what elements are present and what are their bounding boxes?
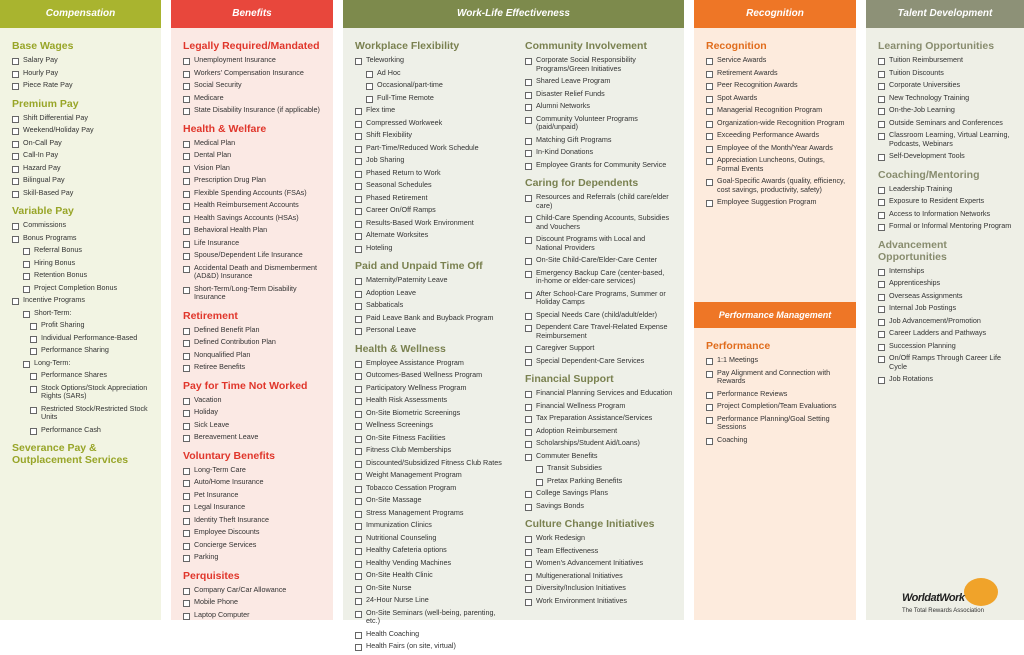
list-item: New Technology Training bbox=[878, 94, 1014, 103]
list-item: On-Call Pay bbox=[12, 139, 151, 148]
list-item: Dental Plan bbox=[183, 151, 323, 160]
section-title: Caring for Dependents bbox=[525, 177, 639, 189]
list-item: Tax Preparation Assistance/Services bbox=[525, 414, 673, 423]
list-item: Mobile Phone bbox=[183, 598, 323, 607]
list-item: Resources and Referrals (child care/elder care) bbox=[525, 193, 673, 210]
list-item: Exceeding Performance Awards bbox=[706, 131, 846, 140]
list-item: Formal or Informal Mentoring Program bbox=[878, 222, 1014, 231]
list-item: On-Site Child-Care/Elder-Care Center bbox=[525, 256, 673, 265]
list-item: On/Off Ramps Through Career Life Cycle bbox=[878, 354, 1014, 371]
list-item: Personal Leave bbox=[355, 326, 503, 335]
section-list bbox=[525, 193, 673, 365]
list-item: Stress Management Programs bbox=[355, 509, 503, 518]
list-item: Fitness Club Memberships bbox=[355, 446, 503, 455]
list-item: Restricted Stock/Restricted Stock Units bbox=[30, 405, 151, 422]
list-item: Transit Subsidies bbox=[536, 464, 673, 473]
list-item: Medical Plan bbox=[183, 139, 323, 148]
section-list bbox=[706, 56, 846, 207]
list-item: College Savings Plans bbox=[525, 489, 673, 498]
list-item: Shift Differential Pay bbox=[12, 114, 151, 123]
list-item: Team Effectiveness bbox=[525, 547, 673, 556]
list-item: Skill-Based Pay bbox=[12, 189, 151, 198]
section-title: Legally Required/Mandated bbox=[183, 40, 320, 52]
list-item: On-Site Fitness Facilities bbox=[355, 434, 503, 443]
list-item: Outside Seminars and Conferences bbox=[878, 119, 1014, 128]
section-title: Perquisites bbox=[183, 569, 240, 582]
list-item: Exposure to Resident Experts bbox=[878, 197, 1014, 206]
list-item: Participatory Wellness Program bbox=[355, 384, 503, 393]
list-item: Performance Shares bbox=[30, 371, 151, 380]
list-item: Defined Benefit Plan bbox=[183, 326, 323, 335]
list-item: Healthy Cafeteria options bbox=[355, 546, 503, 555]
section-list bbox=[12, 114, 151, 198]
list-item: Adoption Leave bbox=[355, 289, 503, 298]
list-item: Service Awards bbox=[706, 56, 846, 65]
list-item: Part-Time/Reduced Work Schedule bbox=[355, 144, 503, 153]
recognition-body bbox=[694, 28, 856, 207]
section-list bbox=[878, 56, 1014, 161]
list-item: Special Dependent-Care Services bbox=[525, 357, 673, 366]
list-item: Tuition Discounts bbox=[878, 69, 1014, 78]
list-item: Paid Leave Bank and Buyback Program bbox=[355, 314, 503, 323]
list-item: Financial Planning Services and Education bbox=[525, 389, 673, 398]
section-title: Premium Pay bbox=[12, 97, 79, 110]
list-item: Ad Hoc bbox=[366, 69, 503, 78]
section-list bbox=[183, 56, 323, 115]
list-item: Maternity/Paternity Leave bbox=[355, 276, 503, 285]
list-item: Pay Alignment and Connection with Rewards bbox=[706, 369, 846, 386]
section-title: Coaching/Mentoring bbox=[878, 168, 980, 181]
section-title: Performance bbox=[706, 340, 771, 352]
list-item: Scholarships/Student Aid/Loans) bbox=[525, 439, 673, 448]
list-item: Employee of the Month/Year Awards bbox=[706, 144, 846, 153]
list-item: Special Needs Care (child/adult/elder) bbox=[525, 311, 673, 320]
list-item: Retiree Benefits bbox=[183, 363, 323, 372]
list-item: Call-In Pay bbox=[12, 151, 151, 160]
list-item: Employee Suggestion Program bbox=[706, 198, 846, 207]
list-item: Performance Reviews bbox=[706, 390, 846, 399]
list-item: Company Car/Car Allowance bbox=[183, 586, 323, 595]
talent-column bbox=[866, 0, 1024, 620]
list-item: Multigenerational Initiatives bbox=[525, 572, 673, 581]
section-list bbox=[525, 56, 673, 169]
list-item: Alumni Networks bbox=[525, 102, 673, 111]
list-item: Pet Insurance bbox=[183, 491, 323, 500]
list-item: Corporate Social Responsibility Programs/Green Initiatives bbox=[525, 56, 673, 73]
list-item: Hourly Pay bbox=[12, 69, 151, 78]
section-list bbox=[706, 356, 846, 444]
list-item: Short-Term: bbox=[23, 309, 151, 318]
list-item: Compressed Workweek bbox=[355, 119, 503, 128]
list-item: Job Advancement/Promotion bbox=[878, 317, 1014, 326]
list-item: Emergency Backup Care (center-based, in-home or elder-care services) bbox=[525, 269, 673, 286]
section-list bbox=[525, 534, 673, 605]
section-title: Community Involvement bbox=[525, 40, 647, 52]
section-title: Advancement Opportunities bbox=[878, 238, 947, 263]
section-list bbox=[878, 185, 1014, 231]
compensation-header: Compensation bbox=[0, 0, 161, 28]
list-item: Goal-Specific Awards (quality, efficiency, cost savings, productivity, safety) bbox=[706, 177, 846, 194]
list-item: Accidental Death and Dismemberment (AD&D) Insurance bbox=[183, 264, 323, 281]
list-item: Employee Grants for Community Service bbox=[525, 161, 673, 170]
list-item: Diversity/Inclusion Initiatives bbox=[525, 584, 673, 593]
section-list bbox=[183, 466, 323, 562]
list-item: Shift Flexibility bbox=[355, 131, 503, 140]
list-item: After School-Care Programs, Summer or Holiday Camps bbox=[525, 290, 673, 307]
list-item: Weekend/Holiday Pay bbox=[12, 126, 151, 135]
list-item: Corporate Universities bbox=[878, 81, 1014, 90]
section-title: Financial Support bbox=[525, 373, 614, 385]
list-item: Health Reimbursement Accounts bbox=[183, 201, 323, 210]
list-item: Financial Wellness Program bbox=[525, 402, 673, 411]
list-item: Outcomes-Based Wellness Program bbox=[355, 371, 503, 380]
list-item: Wellness Screenings bbox=[355, 421, 503, 430]
list-item: Workers' Compensation Insurance bbox=[183, 69, 323, 78]
list-item: Flexible Spending Accounts (FSAs) bbox=[183, 189, 323, 198]
list-item: On-Site Nurse bbox=[355, 584, 503, 593]
list-item: Holiday bbox=[183, 408, 323, 417]
list-item: Hoteling bbox=[355, 244, 503, 253]
worklife-header: Work-Life Effectiveness bbox=[343, 0, 684, 28]
list-item: On-Site Health Clinic bbox=[355, 571, 503, 580]
section-list bbox=[183, 139, 323, 302]
list-item: Legal Insurance bbox=[183, 503, 323, 512]
section-title: Voluntary Benefits bbox=[183, 449, 275, 462]
section-list bbox=[355, 276, 503, 335]
list-item: Apprenticeships bbox=[878, 279, 1014, 288]
list-item: Disaster Relief Funds bbox=[525, 90, 673, 99]
list-item: Spouse/Dependent Life Insurance bbox=[183, 251, 323, 260]
list-item: Health Coaching bbox=[355, 630, 503, 639]
list-item: Job Sharing bbox=[355, 156, 503, 165]
list-item: Classroom Learning, Virtual Learning, Podcasts, Webinars bbox=[878, 131, 1014, 148]
list-item: Short-Term/Long-Term Disability Insurance bbox=[183, 285, 323, 302]
list-item: Work Environment Initiatives bbox=[525, 597, 673, 606]
list-item: On-Site Biometric Screenings bbox=[355, 409, 503, 418]
list-item: Organization-wide Recognition Program bbox=[706, 119, 846, 128]
list-item: Spot Awards bbox=[706, 94, 846, 103]
list-item: Parking bbox=[183, 553, 323, 562]
list-item: Results-Based Work Environment bbox=[355, 219, 503, 228]
talent-body bbox=[866, 28, 1024, 384]
list-item: Profit Sharing bbox=[30, 321, 151, 330]
list-item: Sabbaticals bbox=[355, 301, 503, 310]
list-item: Women's Advancement Initiatives bbox=[525, 559, 673, 568]
list-item: Occasional/part-time bbox=[366, 81, 503, 90]
list-item: Defined Contribution Plan bbox=[183, 338, 323, 347]
list-item: Tobacco Cessation Program bbox=[355, 484, 503, 493]
list-item: Bilingual Pay bbox=[12, 176, 151, 185]
list-item: Phased Retirement bbox=[355, 194, 503, 203]
section-list bbox=[525, 389, 673, 510]
list-item: Bonus Programs bbox=[12, 234, 151, 243]
list-item: Long-Term Care bbox=[183, 466, 323, 475]
section-title: Pay for Time Not Worked bbox=[183, 379, 308, 392]
list-item: Piece Rate Pay bbox=[12, 81, 151, 90]
list-item: On-Site Seminars (well-being, parenting, etc.) bbox=[355, 609, 503, 626]
list-item: Adoption Reimbursement bbox=[525, 427, 673, 436]
list-item: 1:1 Meetings bbox=[706, 356, 846, 365]
list-item: Unemployment Insurance bbox=[183, 56, 323, 65]
list-item: Vacation bbox=[183, 396, 323, 405]
list-item: Community Volunteer Programs (paid/unpaid) bbox=[525, 115, 673, 132]
list-item: In-Kind Donations bbox=[525, 148, 673, 157]
list-item: Seasonal Schedules bbox=[355, 181, 503, 190]
list-item: Performance Planning/Goal Setting Sessions bbox=[706, 415, 846, 432]
section-title: Recognition bbox=[706, 40, 767, 52]
list-item: Behavioral Health Plan bbox=[183, 226, 323, 235]
worklife-column bbox=[343, 0, 684, 650]
list-item: Employee Discounts bbox=[183, 528, 323, 537]
section-title: Severance Pay & Outplacement Services bbox=[12, 442, 129, 466]
list-item: Shared Leave Program bbox=[525, 77, 673, 86]
section-list bbox=[12, 56, 151, 90]
section-list bbox=[355, 56, 503, 252]
list-item: Tuition Reimbursement bbox=[878, 56, 1014, 65]
section-title: Paid and Unpaid Time Off bbox=[355, 260, 483, 272]
list-item: Stock Options/Stock Appreciation Rights (SARs) bbox=[30, 384, 151, 401]
list-item: Dependent Care Travel-Related Expense Reimbursement bbox=[525, 323, 673, 340]
list-item: Hazard Pay bbox=[12, 164, 151, 173]
list-item: Phased Return to Work bbox=[355, 169, 503, 178]
list-item: Leadership Training bbox=[878, 185, 1014, 194]
list-item: Nonqualified Plan bbox=[183, 351, 323, 360]
section-list bbox=[12, 221, 151, 434]
performance-body bbox=[694, 328, 856, 448]
logo-tagline: The Total Rewards Association bbox=[902, 608, 984, 614]
list-item: Commissions bbox=[12, 221, 151, 230]
section-list bbox=[183, 396, 323, 442]
list-item: Coaching bbox=[706, 436, 846, 445]
list-item: Overseas Assignments bbox=[878, 292, 1014, 301]
list-item: Prescription Drug Plan bbox=[183, 176, 323, 185]
list-item: Commuter Benefits bbox=[525, 452, 673, 461]
list-item: Peer Recognition Awards bbox=[706, 81, 846, 90]
list-item: Alternate Worksites bbox=[355, 231, 503, 240]
list-item: Discount Programs with Local and National Providers bbox=[525, 235, 673, 252]
list-item: Bereavement Leave bbox=[183, 433, 323, 442]
logo-mark-icon bbox=[964, 578, 998, 606]
list-item: Identity Theft Insurance bbox=[183, 516, 323, 525]
section-title: Culture Change Initiatives bbox=[525, 518, 655, 530]
recognition-column bbox=[694, 0, 856, 620]
list-item: Project Completion/Team Evaluations bbox=[706, 402, 846, 411]
benefits-column bbox=[171, 0, 333, 620]
list-item: Internships bbox=[878, 267, 1014, 276]
list-item: Career Ladders and Pathways bbox=[878, 329, 1014, 338]
worldatwork-logo bbox=[902, 578, 1012, 618]
section-title: Learning Opportunities bbox=[878, 40, 995, 52]
list-item: 24-Hour Nurse Line bbox=[355, 596, 503, 605]
list-item: Teleworking bbox=[355, 56, 503, 65]
section-list bbox=[183, 586, 323, 620]
section-title: Retirement bbox=[183, 309, 238, 322]
section-title: Variable Pay bbox=[12, 205, 74, 217]
list-item: Project Completion Bonus bbox=[23, 284, 151, 293]
list-item: Managerial Recognition Program bbox=[706, 106, 846, 115]
list-item: Succession Planning bbox=[878, 342, 1014, 351]
list-item: Full-Time Remote bbox=[366, 94, 503, 103]
list-item: Performance Sharing bbox=[30, 346, 151, 355]
list-item: Pretax Parking Benefits bbox=[536, 477, 673, 486]
list-item: Matching Gift Programs bbox=[525, 136, 673, 145]
recognition-header: Recognition bbox=[694, 0, 856, 28]
list-item: Job Rotations bbox=[878, 375, 1014, 384]
list-item: Hiring Bonus bbox=[23, 259, 151, 268]
list-item: Health Savings Accounts (HSAs) bbox=[183, 214, 323, 223]
list-item: Self-Development Tools bbox=[878, 152, 1014, 161]
list-item: Retirement Awards bbox=[706, 69, 846, 78]
compensation-column bbox=[0, 0, 161, 620]
list-item: Healthy Vending Machines bbox=[355, 559, 503, 568]
list-item: Immunization Clinics bbox=[355, 521, 503, 530]
list-item: Health Fairs (on site, virtual) bbox=[355, 642, 503, 651]
list-item: Appreciation Luncheons, Outings, Formal Events bbox=[706, 156, 846, 173]
list-item: On-the-Job Learning bbox=[878, 106, 1014, 115]
list-item: Performance Cash bbox=[30, 426, 151, 435]
list-item: Sick Leave bbox=[183, 421, 323, 430]
list-item: Retention Bonus bbox=[23, 271, 151, 280]
list-item: Health Risk Assessments bbox=[355, 396, 503, 405]
section-title: Workplace Flexibility bbox=[355, 40, 460, 52]
section-list bbox=[355, 359, 503, 651]
section-list bbox=[183, 326, 323, 372]
list-item: Vision Plan bbox=[183, 164, 323, 173]
list-item: Medicare bbox=[183, 94, 323, 103]
list-item: Life Insurance bbox=[183, 239, 323, 248]
list-item: Caregiver Support bbox=[525, 344, 673, 353]
list-item: On-Site Massage bbox=[355, 496, 503, 505]
section-list bbox=[878, 267, 1014, 384]
list-item: Auto/Home Insurance bbox=[183, 478, 323, 487]
list-item: Referral Bonus bbox=[23, 246, 151, 255]
logo-name: WorldatWork bbox=[902, 592, 965, 604]
section-title: Health & Welfare bbox=[183, 122, 267, 135]
list-item: Discounted/Subsidized Fitness Club Rates bbox=[355, 459, 503, 468]
benefits-header: Benefits bbox=[171, 0, 333, 28]
section-title: Health & Wellness bbox=[355, 342, 446, 355]
list-item: Savings Bonds bbox=[525, 502, 673, 511]
list-item: Long-Term: bbox=[23, 359, 151, 368]
list-item: Salary Pay bbox=[12, 56, 151, 65]
list-item: Individual Performance-Based bbox=[30, 334, 151, 343]
talent-header: Talent Development bbox=[866, 0, 1024, 28]
list-item: Child-Care Spending Accounts, Subsidies and Vouchers bbox=[525, 214, 673, 231]
list-item: Social Security bbox=[183, 81, 323, 90]
list-item: Incentive Programs bbox=[12, 296, 151, 305]
list-item: Concierge Services bbox=[183, 541, 323, 550]
compensation-body bbox=[0, 28, 161, 466]
list-item: Access to Information Networks bbox=[878, 210, 1014, 219]
list-item: Flex time bbox=[355, 106, 503, 115]
performance-header: Performance Management bbox=[694, 302, 856, 328]
worklife-left-body bbox=[343, 28, 513, 655]
list-item: Work Redesign bbox=[525, 534, 673, 543]
worklife-right-body bbox=[513, 28, 683, 609]
list-item: Laptop Computer bbox=[183, 611, 323, 620]
list-item: Career On/Off Ramps bbox=[355, 206, 503, 215]
benefits-body bbox=[171, 28, 333, 619]
section-title: Base Wages bbox=[12, 40, 74, 52]
list-item: Nutritional Counseling bbox=[355, 534, 503, 543]
list-item: Internal Job Postings bbox=[878, 304, 1014, 313]
list-item: State Disability Insurance (if applicable) bbox=[183, 106, 323, 115]
list-item: Employee Assistance Program bbox=[355, 359, 503, 368]
list-item: Weight Management Program bbox=[355, 471, 503, 480]
